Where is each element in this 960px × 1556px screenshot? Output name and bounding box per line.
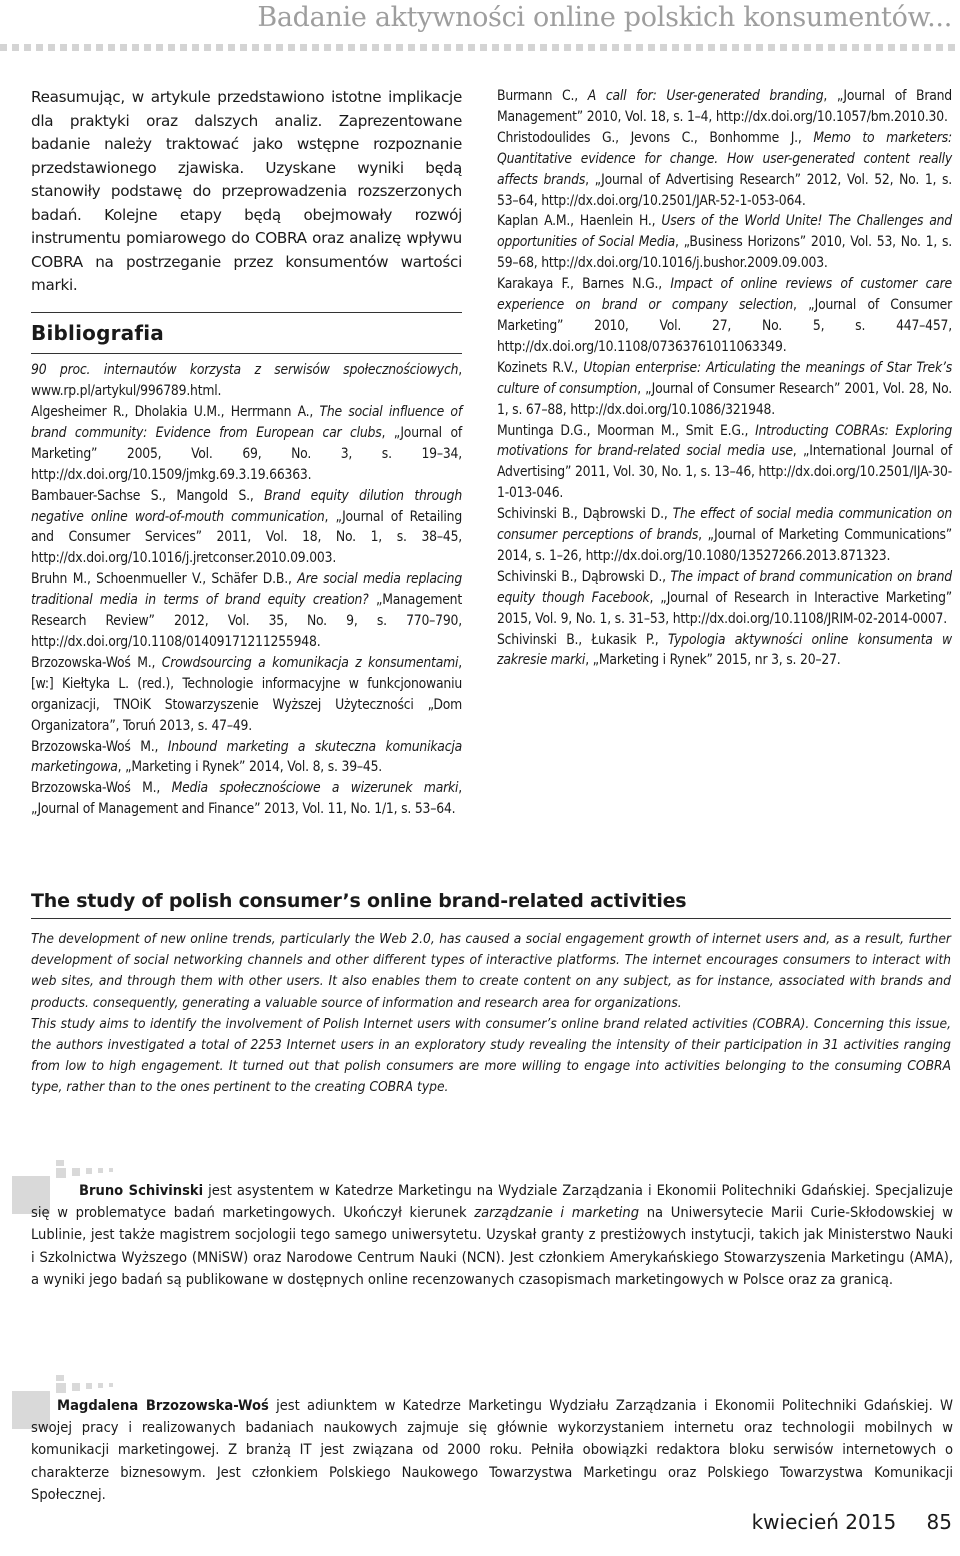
bio-emphasis: zarządzanie i marketing — [474, 1204, 640, 1222]
reference-title: Media społecznościowe a wizerunek marki — [171, 780, 459, 797]
reference-item — [31, 360, 462, 402]
summary-paragraph-1: The development of new online trends, particularly the Web 2.0, has caused a social engagement growth of internet users and, as a result, further development of social networking channels and other different types of interactive platforms. The internet encourages consumers to interact with web sites, and through them with other users. It also enables them to create content on any subject, as for instance, associated with brands and products. consequently, generating a valuable source of information and research area for organizations. — [31, 931, 951, 1011]
issue-date: kwiecień 2015 — [751, 1510, 897, 1534]
reference-authors: Karakaya F., Barnes N.G., — [497, 276, 671, 293]
reference-item — [497, 211, 952, 274]
reference-source: , www.rp.pl/artykul/996789.html. — [31, 362, 462, 400]
reference-item — [31, 778, 462, 820]
reference-source: , „Journal of Advertising Research” 2012, Vol. 52, No. 1, s. 53–64, http://dx.doi.org/10.2501/JAR-52-1-053-064. — [497, 171, 953, 209]
reference-title: 90 proc. internautów korzysta z serwisów społecznościowych — [31, 362, 459, 379]
reference-authors: Burmann C., — [497, 88, 588, 104]
reference-authors: Bambauer-Sachse S., Mangold S., — [31, 487, 265, 504]
reference-item — [497, 274, 952, 358]
reference-item — [31, 653, 462, 737]
author-bio-1 — [31, 1180, 953, 1291]
reference-title: Crowdsourcing a komunikacja z konsumentami — [161, 654, 459, 671]
reference-title: Are social media replacing traditional media in terms of brand equity creation? — [31, 571, 463, 609]
reference-title: The social influence of brand community: Evidence from European car clubs — [31, 404, 462, 441]
summary-paragraph-2: This study aims to identify the involvement of Polish Internet users with consumer’s online brand related activities (COBRA). Concerning this issue, the authors investigated a total of 2253 Internet users in an exploratory study revealing the intensity of their participation in 31 activities ranging from low to high engagement. It turned out that polish consumers are more willing to engage into activities belonging to the consuming COBRA type, rather than to the ones pertinent to the creating COBRA type. — [31, 1015, 951, 1096]
right-column — [497, 86, 952, 671]
reference-item — [497, 567, 952, 630]
left-column — [31, 86, 462, 820]
bio-text: jest adiunktem w Katedrze Marketingu Wydziału Zarządzania i Ekonomii Politechniki Gdańskiej. W swojej pracy i realizowanych badaniach naukowych zajmuje się głównie wykorzystaniem internetu oraz technologii mobilnych w komunikacji marketingowej. Z branżą IT jest związana od 2000 roku. Pełniła obowiązki redaktora bloku serwisów internetowych o charakterze biznesowym. Jest członkiem Polskiego Naukowego Towarzystwa Marketingu oraz Polskiego Towarzystwa Komunikacji Społecznej. — [31, 1397, 953, 1503]
reference-authors: Kaplan A.M., Haenlein H., — [497, 213, 662, 230]
reference-source: , „Journal of Retailing and Consumer Services” 2011, Vol. 18, No. 1, s. 38–45, http://dx.doi.org/10.1016/j.jretconser.2010.09.003. — [31, 508, 462, 567]
page-footer — [752, 1510, 952, 1534]
reference-authors: Brzozowska-Woś M., — [31, 780, 172, 797]
reference-source: „Management Research Review” 2012, Vol. 35, No. 9, s. 770–790, http://dx.doi.org/10.1108/01409171211255948. — [31, 592, 462, 650]
reference-authors: Kozinets R.V., — [497, 359, 584, 376]
author-name: Bruno Schivinski — [79, 1182, 204, 1199]
english-summary — [31, 890, 951, 1099]
reference-source: , „International Journal of Advertising” 2011, Vol. 30, No. 1, s. 13–46, http://dx.doi.org/10.2501/IJA-30-1-013-046. — [497, 443, 952, 502]
reference-item — [497, 86, 952, 128]
author-bio-2 — [31, 1395, 953, 1506]
reference-item — [31, 737, 462, 779]
reference-authors: Brzozowska-Woś M., — [31, 654, 162, 671]
reference-item — [497, 504, 952, 567]
reference-source: , „Journal of Marketing Communications” 2014, s. 1–26, http://dx.doi.org/10.1080/13527266.2013.871323. — [497, 527, 953, 564]
reference-source: , „Journal of Management and Finance” 2013, Vol. 11, No. 1/1, s. 53–64. — [31, 780, 462, 818]
reference-authors: Schivinski B., Dąbrowski D., — [497, 568, 671, 585]
page-number: 85 — [926, 1510, 952, 1534]
bibliography-title: Bibliografia — [31, 320, 164, 345]
reference-item — [31, 569, 462, 653]
page-header — [0, 0, 960, 48]
reference-authors: Brzozowska-Woś M., — [31, 738, 168, 755]
author-name: Magdalena Brzozowska-Woś — [57, 1397, 269, 1414]
reference-item — [31, 402, 462, 486]
reference-source: , „Business Horizons” 2010, Vol. 53, No. 1, s. 59–68, http://dx.doi.org/10.1016/j.bushor.2009.09.003. — [497, 234, 952, 272]
reference-authors: Schivinski B., Łukasik P., — [497, 631, 668, 648]
reference-title: Utopian enterprise: Articulating the meanings of Star Trek’s culture of consumption — [497, 359, 952, 397]
reference-source: , „Journal of Marketing” 2005, Vol. 69, No. 3, s. 19–34, http://dx.doi.org/10.1509/jmkg.69.3.19.66363. — [31, 424, 462, 483]
bio-text: jest asystentem w Katedrze Marketingu na Wydziale Zarządzania i Ekonomii Politechniki Gdańskiej. Specjalizuje się w problematyce badań marketingowych. Ukończył kierunek — [31, 1182, 953, 1222]
bibliography-list-right — [497, 86, 952, 671]
reference-title: Users of the World Unite! The Challenges and opportunities of Social Media — [497, 213, 952, 251]
intro-paragraph: Reasumując, w artykule przedstawiono istotne implikacje dla praktyki oraz dalszych analiz. Zaprezentowane badanie należy traktować jako wstępne rozpoznanie przedstawionego zjawiska. Uzyskane wyniki będą stanowiły podstawę do przeprowadzenia rozszerzonych badań. Kolejne etapy będą obejmowały rozwój instrumentu pomiarowego do COBRA oraz analizę wpływu COBRA na postrzeganie przez konsumentów wartości marki. — [31, 88, 462, 294]
reference-title: Brand equity dilution through negative online word-of-mouth communication — [31, 487, 462, 525]
reference-title: A call for: User-generated branding — [587, 88, 824, 104]
reference-authors: Christodoulides G., Jevons C., Bonhomme J., — [497, 129, 814, 146]
reference-title: Introducting COBRAs: Exploring motivations for brand-related social media use — [497, 422, 953, 460]
reference-source: , „Journal of Brand Management” 2010, Vol. 18, s. 1–4, http://dx.doi.org/10.1057/bm.2010.30. — [497, 88, 952, 125]
reference-title: The impact of brand communication on brand equity though Facebook — [497, 568, 952, 606]
reference-source: , [w:] Kiełtyka L. (red.), Technologie informacyjne w funkcjonowaniu organizacji, TNOiK Stowarzyszenie Wyższej Użyteczności „Dom Organizatora”, Toruń 2013, s. 47–49. — [31, 654, 463, 734]
reference-source: , „Marketing i Rynek” 2015, nr 3, s. 20–27. — [585, 652, 841, 669]
reference-title: Impact of online reviews of customer care experience on brand or company selection — [497, 276, 952, 314]
reference-item — [497, 421, 952, 505]
reference-title: Typologia aktywności online konsumenta w zakresie marki — [497, 631, 953, 669]
decorative-dots — [0, 44, 960, 51]
reference-item — [497, 128, 952, 212]
bibliography-rule-top — [31, 312, 462, 313]
reference-title: The effect of social media communication on consumer perceptions of brands — [497, 506, 952, 544]
reference-authors: Bruhn M., Schoenmueller V., Schäfer D.B., — [31, 571, 298, 588]
reference-source: , „Marketing i Rynek” 2014, Vol. 8, s. 39–45. — [117, 759, 383, 776]
reference-source: , „Journal of Consumer Research” 2001, Vol. 28, No. 1, s. 67–88, http://dx.doi.org/10.1086/321948. — [497, 380, 952, 418]
reference-title: Inbound marketing a skuteczna komunikacja marketingowa — [31, 738, 462, 776]
reference-item — [31, 486, 462, 570]
bibliography-list-left — [31, 360, 462, 820]
summary-title: The study of polish consumer’s online brand-related activities — [31, 890, 951, 919]
bio-text-cont: na Uniwersytecie Marii Curie-Skłodowskiej w Lublinie, jest także magistrem socjologii tego samego uniwersytetu. Uzyskał granty z prestiżowych instytucji, takich jak Ministerstwo Nauki i Szkolnictwa Wyższego (MNiSW) oraz Narodowe Centrum Nauki (NCN). Jest członkiem Amerykańskiego Stowarzyszenia Marketingu (AMA), a wyniki jego badań są publikowane w dostępnych online recenzowanych czasopismach marketingowych w Polsce oraz za granicą. — [31, 1204, 954, 1288]
running-title: Badanie aktywności online polskich konsumentów... — [257, 2, 952, 33]
reference-source: , „Journal of Consumer Marketing” 2010, Vol. 27, No. 5, s. 447–457, http://dx.doi.org/10.1108/07363761011063349. — [497, 297, 952, 355]
reference-item — [497, 358, 952, 421]
reference-authors: Muntinga D.G., Moorman M., Smit E.G., — [497, 422, 756, 439]
reference-item — [497, 630, 952, 672]
bibliography-rule-bottom — [31, 353, 462, 354]
reference-title: Memo to marketers: Quantitative evidence for change. How user-generated content really affects brands — [497, 129, 953, 188]
reference-authors: Algesheimer R., Dholakia U.M., Herrmann A., — [31, 404, 320, 421]
reference-authors: Schivinski B., Dąbrowski D., — [497, 506, 673, 523]
reference-source: , „Journal of Research in Interactive Marketing” 2015, Vol. 9, No. 1, s. 31–53, http://dx.doi.org/10.1108/JRIM-02-2014-0007. — [497, 589, 952, 627]
